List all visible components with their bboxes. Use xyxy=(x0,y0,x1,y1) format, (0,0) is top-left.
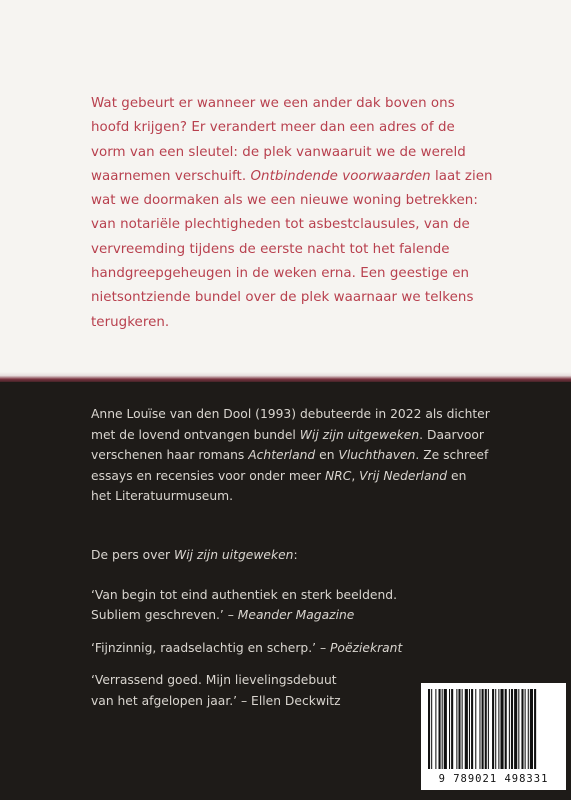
barcode-bar xyxy=(456,689,457,769)
barcode-bar xyxy=(505,689,507,769)
barcode-bar xyxy=(498,689,499,769)
barcode-bars xyxy=(426,689,561,769)
blurb-line: Wat gebeurt er wanneer we een ander dak boven ons xyxy=(91,96,455,111)
press-quote xyxy=(91,585,531,626)
book-title: Ontbindende voorwaarden xyxy=(250,168,431,184)
bio-text: verschenen haar romans xyxy=(91,448,249,462)
barcode-bar xyxy=(530,689,533,769)
blurb-line: handgreepgeheugen in de weken erna. Een geestige en xyxy=(91,266,470,282)
press-heading-text: : xyxy=(293,548,298,562)
quote-line: ‘Van begin tot eind authentiek en sterk beeldend. xyxy=(91,587,397,602)
barcode-bar xyxy=(485,689,487,769)
barcode-bar xyxy=(442,689,443,769)
author-bio xyxy=(91,404,531,507)
novel-title: Vluchthaven xyxy=(338,448,416,462)
barcode-bar xyxy=(479,689,480,769)
blurb-line: wat we doormaken als we een nieuwe woning betrekken: xyxy=(91,193,478,209)
barcode-bar xyxy=(521,689,523,769)
barcode-bar xyxy=(488,689,489,769)
bio-line xyxy=(91,466,531,487)
book-blurb xyxy=(91,92,531,335)
quote-text: ‘Fijnzinnig, raadselachtig en scherp.’ – xyxy=(91,640,331,655)
barcode-bar xyxy=(431,689,432,769)
barcode-bar xyxy=(509,689,510,769)
bio-line xyxy=(91,425,531,446)
quote-line xyxy=(91,638,531,659)
barcode-bar xyxy=(525,689,526,769)
isbn-barcode xyxy=(421,683,566,790)
blurb-line: hoofd krijgen? Er verandert meer dan een adres of de xyxy=(91,120,455,136)
quote-line: van het afgelopen jaar.’ – Ellen Deckwitz xyxy=(91,693,341,708)
quote-source: Meander Magazine xyxy=(237,608,355,622)
press-quote xyxy=(91,638,531,659)
barcode-bar xyxy=(475,689,476,769)
barcode-bar xyxy=(458,689,460,769)
debut-title: Wij zijn uitgeweken xyxy=(174,548,294,562)
barcode-bar xyxy=(451,689,453,769)
blurb-line: terugkeren. xyxy=(91,314,170,330)
isbn-number: 9 789021 498331 xyxy=(438,773,549,785)
blurb-line xyxy=(91,165,531,189)
press-heading-text: De pers over xyxy=(91,548,175,562)
blurb-line: nietsontziende bundel over de plek waarnaar we telkens xyxy=(91,290,474,306)
blurb-text: laat zien xyxy=(430,168,493,184)
barcode-bar xyxy=(534,689,536,769)
blurb-line: van notariële plechtigheden tot asbestclausules, van de xyxy=(91,217,470,233)
barcode-bar xyxy=(435,689,436,769)
barcode-bar xyxy=(492,689,494,769)
novel-title: Achterland xyxy=(248,448,316,462)
bio-text: essays en recensies voor onder meer xyxy=(91,468,325,483)
barcode-bar xyxy=(518,689,519,769)
barcode-bar xyxy=(514,689,517,769)
barcode-bar xyxy=(495,689,496,769)
barcode-bar xyxy=(528,689,529,769)
bio-line: Anne Louïse van den Dool (1993) debuteerde in 2022 als dichter xyxy=(91,407,490,421)
quote-line xyxy=(91,605,531,626)
barcode-bar xyxy=(444,689,447,769)
barcode-bar xyxy=(449,689,450,769)
barcode-bar xyxy=(465,689,468,769)
barcode-bar xyxy=(471,689,473,769)
bio-text: en xyxy=(315,448,339,462)
barcode-bar xyxy=(511,689,513,769)
bio-text: . Daarvoor xyxy=(419,427,484,442)
quote-text: Subliem geschreven.’ – xyxy=(91,608,238,622)
blurb-line: vervreemding tijdens de eerste nacht tot het falende xyxy=(91,241,450,257)
blurb-line: vorm van een sleutel: de plek vanwaaruit we de wereld xyxy=(91,144,466,160)
barcode-bar xyxy=(428,689,430,769)
bio-text: met de lovend ontvangen bundel xyxy=(91,427,300,442)
barcode-bar xyxy=(462,689,463,769)
bio-text: , xyxy=(351,468,360,483)
barcode-bar xyxy=(500,689,503,769)
press-heading xyxy=(91,545,531,566)
bio-text: en xyxy=(447,468,467,483)
barcode-bar xyxy=(469,689,470,769)
barcode-bar xyxy=(439,689,441,769)
debut-title: Wij zijn uitgeweken xyxy=(299,427,420,442)
publication-name: NRC xyxy=(324,468,352,483)
publication-name: Vrij Nederland xyxy=(359,468,448,483)
quote-source: Poëziekrant xyxy=(330,640,403,655)
quote-line: ‘Verrassend goed. Mijn lievelingsdebuut xyxy=(91,673,337,687)
bio-line xyxy=(91,445,531,466)
bio-line: het Literatuurmuseum. xyxy=(91,489,234,503)
bio-text: . Ze schreef xyxy=(415,448,489,462)
blurb-text: waarnemen verschuift. xyxy=(91,168,251,184)
barcode-bar xyxy=(482,689,484,769)
